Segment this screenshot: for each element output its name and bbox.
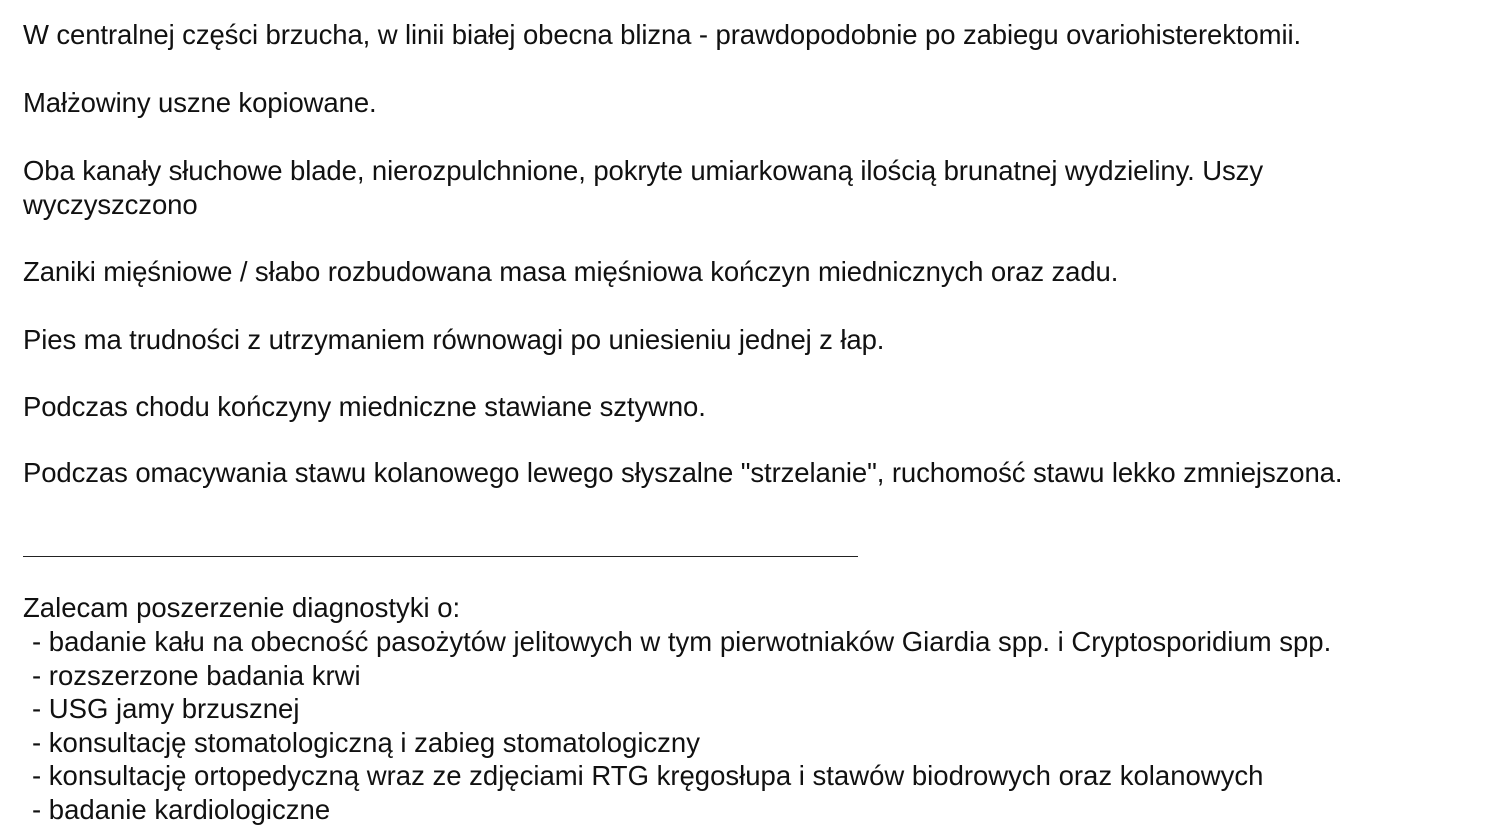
list-item: - USG jamy brzusznej (32, 693, 300, 725)
recommendations-list (32, 625, 1331, 827)
finding-abdominal-scar: W centralnej części brzucha, w linii białej obecna blizna - prawdopodobnie po zabiegu ovariohisterektomii. (23, 19, 1302, 50)
list-item: - rozszerzone badania krwi (32, 659, 361, 691)
finding-knee-joint: Podczas omacywania stawu kolanowego lewego słyszalne "strzelanie", ruchomość stawu lekko zmniejszona. (23, 457, 1343, 488)
list-item: - konsultację ortopedyczną wraz ze zdjęciami RTG kręgosłupa i stawów biodrowych oraz kolanowych (32, 760, 1264, 792)
finding-gait: Podczas chodu kończyny miedniczne stawiane sztywno. (23, 391, 706, 422)
horizontal-divider (23, 556, 858, 557)
list-item: - badanie kardiologiczne (32, 793, 331, 825)
finding-muscle-atrophy: Zaniki mięśniowe / słabo rozbudowana masa mięśniowa kończyn miednicznych oraz zadu. (23, 256, 1119, 287)
finding-ear-pinnae: Małżowiny uszne kopiowane. (23, 87, 377, 118)
finding-balance: Pies ma trudności z utrzymaniem równowagi po uniesieniu jednej z łap. (23, 324, 885, 355)
list-item: - konsultację stomatologiczną i zabieg stomatologiczny (32, 726, 700, 758)
recommendations-intro: Zalecam poszerzenie diagnostyki o: (23, 592, 461, 623)
list-item: - badanie kału na obecność pasożytów jelitowych w tym pierwotniaków Giardia spp. i Cryptosporidium spp. (32, 626, 1332, 657)
finding-ear-canals: Oba kanały słuchowe blade, nierozpulchnione, pokryte umiarkowaną ilością brunatnej wydzieliny. Uszy wyczyszczono (23, 155, 1263, 220)
